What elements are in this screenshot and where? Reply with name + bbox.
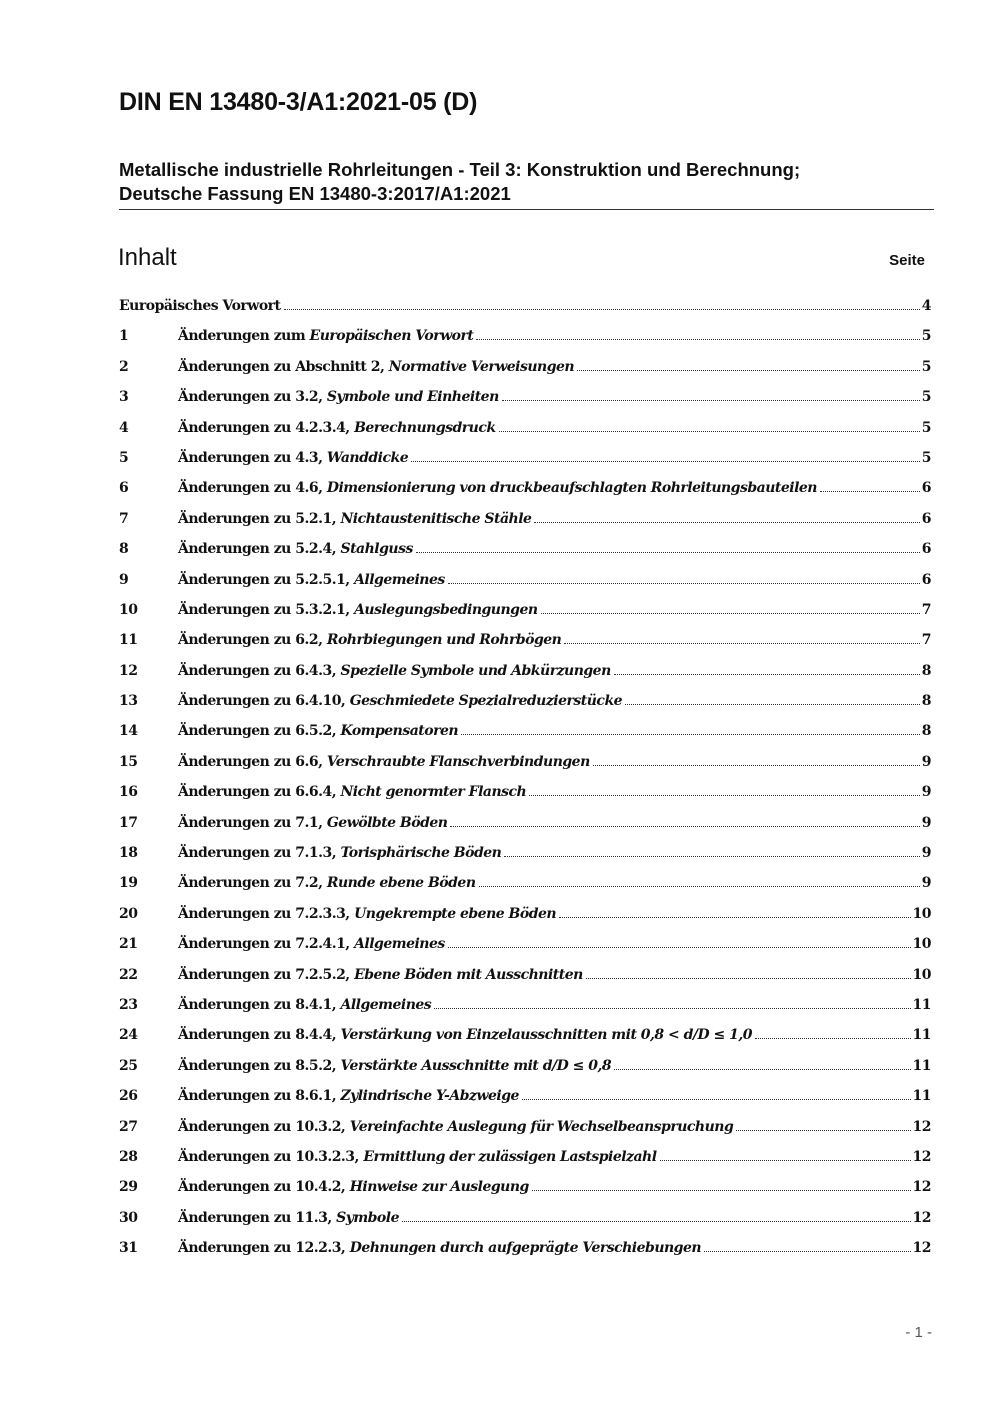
toc-entry-text [178,936,445,952]
toc-dot-leader [532,1190,911,1191]
toc-entry-prefix: Änderungen zu 6.5.2, [178,723,341,740]
toc-entry-text [178,663,611,679]
toc-entry-number: 7 [119,510,129,527]
toc-entry-number: 27 [119,1118,138,1135]
toc-entry-title: Allgemeines [340,996,432,1013]
toc-entry-page: 12 [912,1179,931,1196]
toc-entry-text [119,298,281,314]
toc-entry-prefix: Änderungen zu Abschnitt 2, [178,358,389,375]
toc-entry-prefix: Änderungen zu 4.2.3.4, [178,419,355,436]
toc-dot-leader [461,734,920,735]
toc-dot-leader [529,795,920,796]
toc-entry-number: 20 [119,905,138,922]
toc-entry-text [178,511,531,527]
toc-entry-text [178,389,499,405]
toc-entry-title: Spezielle Symbole und Abkürzungen [340,662,611,679]
toc-dot-leader [541,613,920,614]
toc-entry[interactable] [119,936,931,966]
toc-entry-text [178,693,622,709]
toc-entry-text [178,420,496,436]
toc-entry-title: Verstärkung von Einzelausschnitten mit 0,8 < d/D ≤ 1,0 [340,1027,752,1044]
toc-entry-title: Nichtaustenitische Stähle [340,510,532,527]
toc-entry-page: 8 [921,693,931,710]
document-id-title: DIN EN 13480-3/A1:2021-05 (D) [119,88,478,116]
toc-dot-leader [504,856,919,857]
toc-entry[interactable] [119,389,931,419]
toc-entry-prefix: Änderungen zu 5.2.4, [178,541,341,558]
toc-entry[interactable] [119,1088,931,1118]
toc-dot-leader [499,431,920,432]
toc-entry[interactable] [119,1179,931,1209]
toc-entry-title: Verschraubte Flanschverbindungen [326,753,590,770]
toc-entry-page: 11 [912,996,931,1013]
toc-entry-title: Hinweise zur Auslegung [349,1179,529,1196]
page-number: - 1 - [905,1324,932,1341]
toc-entry-page: 11 [912,1088,931,1105]
toc-entry-page: 9 [921,875,931,892]
toc-entry-title: Verstärkte Ausschnitte mit d/D ≤ 0,8 [340,1057,612,1074]
toc-entry-prefix: Änderungen zu 4.3, [178,449,327,466]
toc-entry-number: 3 [119,389,129,406]
toc-entry[interactable] [119,906,931,936]
toc-dot-leader [402,1221,911,1222]
toc-entry-page: 8 [921,723,931,740]
toc-entry-title: Auslegungsbedingungen [354,601,538,618]
toc-entry-prefix: Änderungen zu 6.6, [178,753,327,770]
toc-entry-title: Symbole [336,1209,399,1226]
toc-entry-page: 8 [921,662,931,679]
toc-entry-title: Gewölbte Böden [326,814,448,831]
toc-dot-leader [448,947,911,948]
toc-entry-number: 4 [119,419,129,436]
toc-entry-text [178,480,817,496]
toc-entry-text [178,1210,399,1226]
toc-entry[interactable] [119,511,931,541]
toc-entry-page: 5 [921,389,931,406]
toc-entry-title: Rohrbiegungen und Rohrbögen [326,632,562,649]
toc-entry-text [178,1058,611,1074]
toc-entry-title: Kompensatoren [340,723,459,740]
toc-entry-prefix: Änderungen zu 10.4.2, [178,1179,350,1196]
toc-dot-leader [534,522,919,523]
toc-entry-title: Zylindrische Y-Abzweige [340,1088,519,1105]
toc-entry-page: 12 [912,1148,931,1165]
toc-entry-number: 21 [119,936,138,953]
toc-page-column-label: Seite [889,252,925,269]
toc-entry[interactable] [119,359,931,389]
toc-dot-leader [755,1038,911,1039]
toc-entry[interactable] [119,723,931,753]
toc-entry-page: 6 [921,480,931,497]
toc-entry-title: Symbole und Einheiten [326,389,499,406]
toc-dot-leader [614,1069,910,1070]
toc-entry-prefix: Änderungen zu 8.6.1, [178,1088,341,1105]
toc-dot-leader [736,1130,910,1131]
toc-entry-number: 17 [119,814,138,831]
toc-entry-text [178,1179,529,1195]
toc-entry-prefix: Änderungen zu 7.1, [178,814,327,831]
toc-dot-leader [522,1099,911,1100]
toc-entry-page: 9 [921,814,931,831]
toc-entry-prefix: Änderungen zu 10.3.2, [178,1118,350,1135]
toc-entry-prefix: Änderungen zu 7.2, [178,875,327,892]
toc-entry-prefix: Änderungen zu 5.3.2.1, [178,601,355,618]
toc-entry-title: Normative Verweisungen [388,358,575,375]
document-subtitle [119,158,934,210]
toc-entry[interactable] [119,1210,931,1240]
toc-entry-prefix: Änderungen zu 3.2, [178,389,327,406]
toc-entry-number: 28 [119,1148,138,1165]
toc-entry-prefix: Änderungen zu 11.3, [178,1209,337,1226]
toc-dot-leader [593,765,920,766]
toc-entry-text [178,906,556,922]
table-of-contents [119,298,931,1271]
toc-entry-prefix: Europäisches Vorwort [119,298,281,314]
toc-entry-number: 26 [119,1088,138,1105]
toc-entry-prefix: Änderungen zu 10.3.2.3, [178,1148,364,1165]
toc-dot-leader [476,339,919,340]
toc-entry-title: Ebene Böden mit Ausschnitten [354,966,583,983]
toc-entry-text [178,450,408,466]
toc-entry-prefix: Änderungen zu 7.2.3.3, [178,905,355,922]
toc-entry-page: 5 [921,449,931,466]
toc-entry[interactable] [119,1027,931,1057]
toc-entry-number: 22 [119,966,138,983]
toc-entry-number: 10 [119,601,138,618]
toc-entry-number: 13 [119,693,138,710]
toc-dot-leader [660,1160,911,1161]
toc-dot-leader [577,370,920,371]
toc-dot-leader [586,978,911,979]
toc-entry-page: 6 [921,571,931,588]
toc-entry-number: 23 [119,996,138,1013]
toc-entry-number: 11 [119,632,138,649]
toc-entry-page: 10 [912,936,931,953]
toc-entry-page: 6 [921,541,931,558]
toc-dot-leader [614,674,920,675]
toc-entry-page: 7 [921,601,931,618]
toc-entry-page: 12 [912,1240,931,1257]
toc-entry-text [178,723,458,739]
toc-entry-number: 12 [119,662,138,679]
toc-entry-title: Runde ebene Böden [326,875,476,892]
toc-entry-number: 9 [119,571,129,588]
toc-dot-leader [625,704,920,705]
toc-entry-text [178,1240,701,1256]
toc-entry-title: Dehnungen durch aufgeprägte Verschiebungen [349,1240,702,1257]
toc-entry-page: 9 [921,784,931,801]
toc-entry-prefix: Änderungen zu 7.2.4.1, [178,936,355,953]
toc-entry-text [178,602,538,618]
toc-entry-prefix: Änderungen zu 12.2.3, [178,1240,350,1257]
toc-entry[interactable] [119,875,931,905]
toc-entry-title: Europäischen Vorwort [309,328,474,345]
toc-entry-prefix: Änderungen zu 6.6.4, [178,784,341,801]
toc-entry-page: 12 [912,1209,931,1226]
toc-entry-prefix: Änderungen zu 8.4.1, [178,996,341,1013]
toc-dot-leader [559,917,910,918]
toc-entry-text [178,997,431,1013]
toc-dot-leader [564,643,919,644]
toc-entry-number: 16 [119,784,138,801]
toc-entry-prefix: Änderungen zu 5.2.1, [178,510,341,527]
toc-entry-text [178,1088,519,1104]
toc-entry-prefix: Änderungen zu 7.1.3, [178,845,341,862]
toc-entry-text [178,875,476,891]
subtitle-line-1: Metallische industrielle Rohrleitungen - Teil 3: Konstruktion und Berechnung; [119,159,801,180]
toc-entry-number: 25 [119,1057,138,1074]
toc-entry-page: 7 [921,632,931,649]
toc-dot-leader [411,461,920,462]
toc-entry[interactable] [119,784,931,814]
toc-entry-page: 9 [921,845,931,862]
toc-entry-prefix: Änderungen zu 6.2, [178,632,327,649]
toc-entry-prefix: Änderungen zu 5.2.5.1, [178,571,355,588]
toc-entry-title: Allgemeines [354,571,445,588]
toc-entry[interactable] [119,541,931,571]
toc-entry-title: Allgemeines [354,936,445,953]
toc-entry-prefix: Änderungen zu 7.2.5.2, [178,966,355,983]
toc-entry-title: Ermittlung der zulässigen Lastspielzahl [363,1148,657,1165]
toc-entry-page: 11 [912,1027,931,1044]
toc-entry-number: 31 [119,1240,138,1257]
toc-entry-page: 11 [912,1057,931,1074]
toc-dot-leader [820,491,920,492]
toc-entry[interactable] [119,754,931,784]
toc-entry-number: 19 [119,875,138,892]
toc-entry-prefix: Änderungen zu 6.4.3, [178,662,341,679]
toc-entry-prefix: Änderungen zu 8.5.2, [178,1057,341,1074]
toc-entry-number: 29 [119,1179,138,1196]
toc-entry[interactable] [119,420,931,450]
toc-entry-page: 10 [912,966,931,983]
toc-entry-page: 5 [921,328,931,345]
toc-entry-title: Dimensionierung von druckbeaufschlagten Rohrleitungsbauteilen [326,480,817,497]
toc-entry-number: 18 [119,845,138,862]
toc-entry-page: 6 [921,510,931,527]
toc-entry-text [178,815,447,831]
toc-entry-number: 14 [119,723,138,740]
toc-heading: Inhalt [118,244,177,271]
toc-entry-text [178,1027,752,1043]
toc-dot-leader [502,400,920,401]
toc-entry-text [178,572,445,588]
toc-entry-page: 5 [921,358,931,375]
toc-entry[interactable] [119,450,931,480]
toc-entry-text [178,1149,657,1165]
toc-entry-text [178,784,526,800]
toc-dot-leader [479,886,920,887]
toc-entry[interactable] [119,1240,931,1270]
toc-entry[interactable] [119,997,931,1027]
toc-entry[interactable] [119,693,931,723]
toc-entry-page: 10 [912,905,931,922]
toc-entry[interactable] [119,967,931,997]
toc-entry[interactable] [119,298,931,328]
toc-dot-leader [416,552,920,553]
toc-entry-prefix: Änderungen zum [178,328,310,345]
toc-entry-text [178,328,473,344]
toc-entry-page: 12 [912,1118,931,1135]
toc-entry-number: 5 [119,449,129,466]
toc-entry[interactable] [119,815,931,845]
toc-entry-page: 9 [921,753,931,770]
toc-entry-number: 1 [119,328,129,345]
toc-entry[interactable] [119,1149,931,1179]
toc-entry-number: 30 [119,1209,138,1226]
toc-entry[interactable] [119,1119,931,1149]
toc-dot-leader [704,1251,910,1252]
toc-dot-leader [448,583,920,584]
toc-entry-text [178,967,583,983]
toc-entry-number: 6 [119,480,129,497]
toc-dot-leader [450,826,919,827]
toc-entry[interactable] [119,480,931,510]
toc-entry-title: Ungekrempte ebene Böden [354,905,557,922]
toc-entry-title: Stahlguss [340,541,413,558]
toc-entry-title: Wanddicke [326,449,409,466]
toc-entry-page: 5 [921,419,931,436]
toc-entry-prefix: Änderungen zu 6.4.10, [178,693,350,710]
toc-entry-title: Torisphärische Böden [340,845,502,862]
toc-entry-number: 15 [119,753,138,770]
toc-entry-prefix: Änderungen zu 8.4.4, [178,1027,341,1044]
toc-dot-leader [434,1008,910,1009]
toc-entry-prefix: Änderungen zu 4.6, [178,480,327,497]
toc-dot-leader [284,309,920,310]
subtitle-line-2: Deutsche Fassung EN 13480-3:2017/A1:2021 [119,183,511,204]
toc-entry-title: Nicht genormter Flansch [340,784,527,801]
toc-entry-number: 2 [119,358,129,375]
toc-entry[interactable] [119,663,931,693]
toc-entry-text [178,754,590,770]
toc-entry-text [178,632,561,648]
toc-entry-title: Berechnungsdruck [354,419,496,436]
toc-entry[interactable] [119,1058,931,1088]
toc-entry-page: 4 [921,298,931,314]
toc-entry[interactable] [119,328,931,358]
toc-entry-number: 24 [119,1027,138,1044]
toc-entry[interactable] [119,632,931,662]
toc-entry-number: 8 [119,541,129,558]
toc-entry-text [178,845,501,861]
toc-entry[interactable] [119,602,931,632]
toc-entry-text [178,359,574,375]
toc-entry-text [178,1119,733,1135]
toc-entry[interactable] [119,845,931,875]
toc-entry[interactable] [119,572,931,602]
toc-entry-title: Geschmiedete Spezialreduzierstücke [349,693,623,710]
toc-entry-title: Vereinfachte Auslegung für Wechselbeanspruchung [349,1118,734,1135]
toc-entry-text [178,541,413,557]
